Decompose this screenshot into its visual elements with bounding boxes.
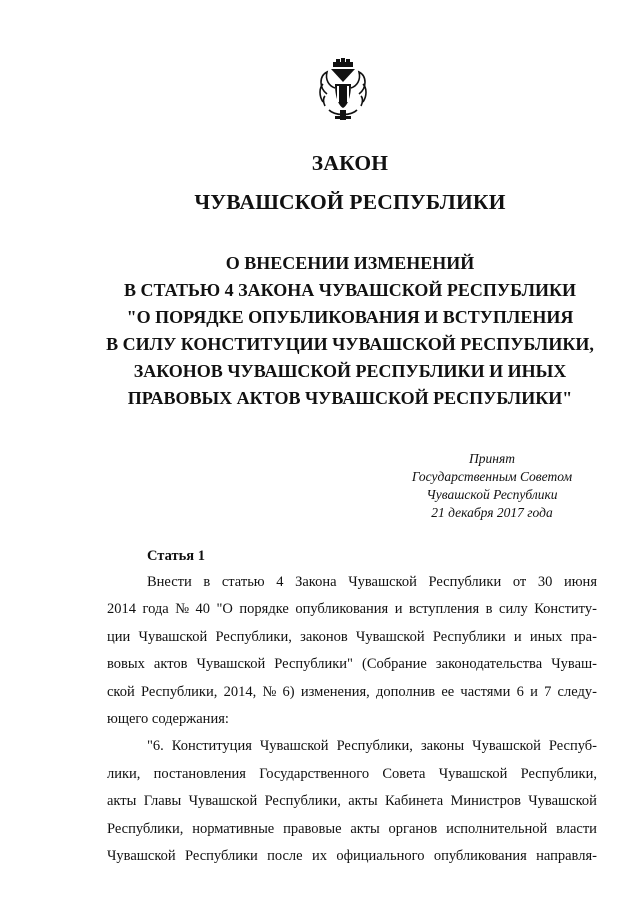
adoption-line: Принят	[469, 451, 515, 466]
law-subject	[0, 250, 640, 412]
subject-line: ЗАКОНОВ ЧУВАШСКОЙ РЕСПУБЛИКИ И ИНЫХ	[133, 361, 567, 381]
chuvash-republic-emblem-icon	[313, 58, 373, 122]
article-line: Республики, нормативные правовые акты органов исполнительной власти	[107, 820, 597, 837]
article-line: 2014 года № 40 "О порядке опубликования и вступления в силу Конститу-	[107, 601, 597, 618]
subject-line: В СИЛУ КОНСТИТУЦИИ ЧУВАШСКОЙ РЕСПУБЛИКИ,	[106, 334, 594, 354]
adoption-line: 21 декабря 2017 года	[431, 505, 553, 520]
subject-line: ПРАВОВЫХ АКТОВ ЧУВАШСКОЙ РЕСПУБЛИКИ"	[127, 388, 573, 408]
article-line: ской Республики, 2014, № 6) изменения, дополнив ее частями 6 и 7 следу-	[107, 683, 597, 700]
law-title-region: ЧУВАШСКОЙ РЕСПУБЛИКИ	[194, 190, 506, 214]
article-body	[107, 569, 597, 870]
adoption-line: Государственным Советом	[411, 469, 573, 484]
subject-line: В СТАТЬЮ 4 ЗАКОНА ЧУВАШСКОЙ РЕСПУБЛИКИ	[123, 280, 577, 300]
article-line: ющего содержания:	[107, 711, 229, 728]
adoption-note	[392, 450, 592, 522]
adoption-line: Чувашской Республики	[426, 487, 558, 502]
article-line: акты Главы Чувашской Республики, акты Кабинета Министров Чувашской	[107, 793, 597, 810]
subject-line: "О ПОРЯДКЕ ОПУБЛИКОВАНИЯ И ВСТУПЛЕНИЯ	[126, 307, 574, 327]
subject-line: О ВНЕСЕНИИ ИЗМЕНЕНИЙ	[225, 253, 475, 273]
article-line: вовых актов Чувашской Республики" (Собрание законодательства Чуваш-	[107, 656, 597, 673]
article-heading: Статья 1	[147, 548, 205, 564]
article-line: Внести в статью 4 Закона Чувашской Республики от 30 июня	[147, 574, 597, 590]
article-line: Чувашской Республики после их официального опубликования направля-	[107, 848, 597, 865]
article-line: ции Чувашской Республики, законов Чувашской Республики и иных пра-	[107, 628, 597, 645]
article-line: "6. Конституция Чувашской Республики, законы Чувашской Респуб-	[147, 738, 597, 755]
law-title: ЗАКОН	[311, 151, 389, 175]
article-line: лики, постановления Государственного Совета Чувашской Республики,	[107, 765, 597, 782]
